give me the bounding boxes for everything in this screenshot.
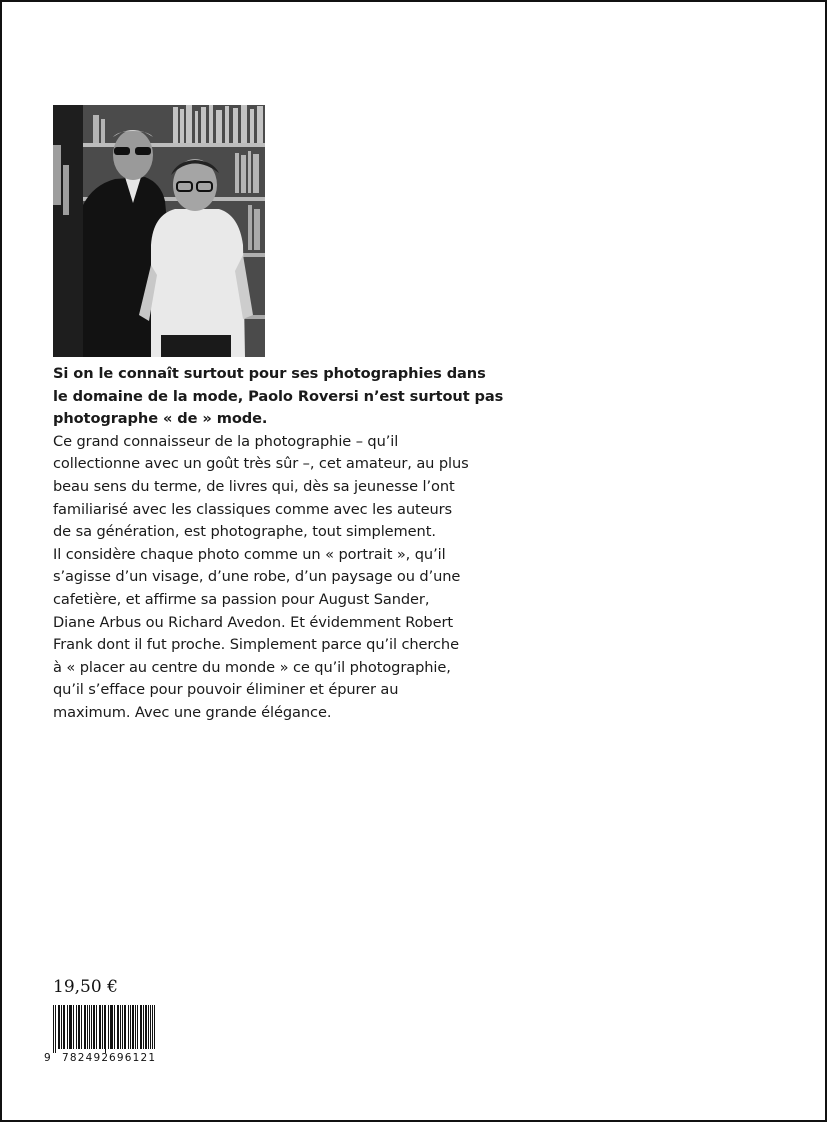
barcode-bar [128,1005,129,1049]
barcode-bar [73,1005,74,1049]
barcode-bar [114,1005,115,1049]
barcode-bar [76,1005,77,1049]
blurb-body-line: maximum. Avec une grande élégance. [53,703,332,721]
barcode-bar [120,1005,121,1049]
barcode-bar [81,1005,82,1049]
barcode-bar [70,1005,71,1049]
barcode-bar [108,1005,109,1049]
barcode-bar [110,1005,111,1049]
barcode-bar [79,1005,80,1049]
barcode-bar [53,1005,54,1053]
barcode-bar [133,1005,134,1049]
barcode-bar [105,1005,106,1053]
blurb-lead [53,363,504,431]
barcode-bar [132,1005,133,1049]
barcode-bar [102,1005,103,1049]
blurb-body [53,431,483,725]
barcode-bar [100,1005,101,1049]
barcode-bar [152,1005,153,1049]
blurb-body-line: à « placer au centre du monde » ce qu’il photographie, [53,658,451,676]
blurb-body-line: Il considère chaque photo comme un « portrait », qu’il [53,545,446,563]
blurb-lead-line: le domaine de la mode, Paolo Roversi n’est surtout pas [53,387,504,405]
blurb-body-line: cafetière, et affirme sa passion pour August Sander, [53,590,430,608]
barcode-bar [104,1005,105,1049]
blurb-body-line: Frank dont il fut proche. Simplement parce qu’il cherche [53,636,459,654]
barcode-bar [150,1005,151,1049]
barcode-bar [78,1005,79,1049]
barcode-bar [84,1005,85,1049]
blurb-lead-line: photographe « de » mode. [53,410,268,428]
blurb-body-line: familiarisé avec les classiques comme avec les auteurs [53,500,453,518]
barcode-left-group: 782492 [62,1052,110,1064]
barcode-bar [71,1005,72,1049]
barcode-bar [91,1005,92,1049]
barcode-bar [146,1005,147,1049]
barcode-bar [124,1005,125,1049]
barcode-bars [53,1005,157,1053]
barcode-bar [140,1005,141,1049]
blurb-lead-line: Si on le connaît surtout pour ses photographies dans [53,365,486,382]
barcode-bar [143,1005,144,1049]
barcode-bar [67,1005,68,1049]
back-cover-blurb [53,363,504,725]
barcode-bar [130,1005,131,1049]
barcode-bar [69,1005,70,1049]
blurb-body-line: Ce grand connaisseur de la photographie – qu’il [53,432,399,450]
barcode-bar [93,1005,94,1049]
barcode-bar [141,1005,142,1049]
barcode-bar [112,1005,113,1049]
barcode-bar [154,1005,155,1049]
barcode-bar [94,1005,95,1049]
barcode-bar [96,1005,97,1049]
barcode-bar [64,1005,65,1049]
barcode-bar [148,1005,149,1049]
barcode-bar [85,1005,86,1049]
blurb-body-line: de sa génération, est photographe, tout simplement. [53,523,436,541]
blurb-body-line: Diane Arbus ou Richard Avedon. Et évidemment Robert [53,613,453,631]
barcode-bar [59,1005,60,1049]
barcode-bar [145,1005,146,1049]
blurb-body-line: collectionne avec un goût très sûr –, cet amateur, au plus [53,455,469,473]
price-label: 19,50 € [53,977,118,997]
barcode-bar [125,1005,126,1049]
barcode-bar [63,1005,64,1049]
barcode-right-group: 696121 [109,1052,157,1064]
barcode-bar [117,1005,118,1049]
blurb-body-line: beau sens du terme, de livres qui, dès sa jeunesse l’ont [53,477,455,495]
barcode-bar [55,1005,56,1053]
barcode-bar [99,1005,100,1049]
blurb-body-line: qu’il s’efface pour pouvoir éliminer et épurer au [53,681,399,699]
isbn-barcode [42,1005,160,1065]
barcode-bar [135,1005,136,1049]
barcode-bar [87,1005,88,1049]
barcode-first-digit: 9 [44,1052,51,1064]
barcode-bar [89,1005,90,1049]
barcode-bar [111,1005,112,1049]
barcode-bar [58,1005,59,1049]
blurb-body-line: s’agisse d’un visage, d’une robe, d’un paysage ou d’une [53,568,461,586]
author-portrait-photo [53,105,265,357]
barcode-bar [61,1005,62,1049]
barcode-bar [118,1005,119,1049]
barcode-bar [137,1005,138,1049]
barcode-bar [122,1005,123,1049]
